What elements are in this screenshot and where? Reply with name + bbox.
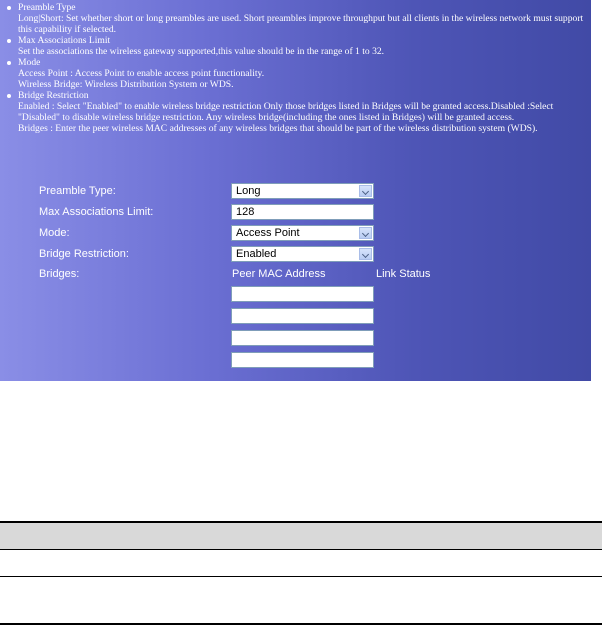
help-desc: Long|Short: Set whether short or long preambles are used. Short preambles improve throughput but all clients in the wireless network must support this capability if selected.	[18, 13, 584, 35]
table-bottom-rule	[0, 623, 602, 625]
help-desc: Bridges : Enter the peer wireless MAC addresses of any wireless bridges that should be part of the wireless distribution system (WDS).	[18, 123, 538, 134]
bridge-restriction-select[interactable]	[231, 246, 374, 262]
link-status-header: Link Status	[376, 268, 431, 280]
help-desc: Wireless Bridge: Wireless Distribution System or WDS.	[18, 79, 234, 90]
mode-value: Access Point	[236, 227, 300, 239]
preamble-type-value: Long	[236, 185, 261, 197]
help-title: Bridge Restriction	[18, 90, 89, 101]
peer-mac-input-2[interactable]	[231, 308, 374, 324]
peer-mac-input-3[interactable]	[231, 330, 374, 346]
preamble-type-label: Preamble Type:	[39, 185, 116, 197]
help-desc: Set the associations the wireless gateway supported,this value should be in the range of 1 to 32.	[18, 46, 385, 57]
mode-select[interactable]	[231, 225, 374, 241]
help-desc: Access Point : Access Point to enable access point functionality.	[18, 68, 265, 79]
max-associations-label: Max Associations Limit:	[39, 206, 154, 218]
table-row	[0, 550, 602, 576]
help-title: Max Associations Limit	[18, 35, 111, 46]
peer-mac-address-header: Peer MAC Address	[232, 268, 326, 280]
peer-mac-input-1[interactable]	[231, 286, 374, 302]
max-associations-input[interactable]	[231, 204, 374, 220]
chevron-down-icon[interactable]	[359, 185, 372, 197]
bridge-restriction-label: Bridge Restriction:	[39, 248, 129, 260]
max-associations-value: 128	[236, 206, 255, 218]
chevron-down-icon[interactable]	[359, 248, 372, 260]
chevron-down-icon[interactable]	[359, 227, 372, 239]
peer-mac-input-4[interactable]	[231, 352, 374, 368]
help-desc: Enabled : Select "Enabled" to enable wireless bridge restriction Only those bridges listed in Bridges will be granted access.Disabled :Select "Disabled" to disable wireless bridge restriction. Any wireless bridge(including the ones listed in Bridges) will be granted access.	[18, 101, 554, 123]
mode-label: Mode:	[39, 227, 70, 239]
bridge-restriction-value: Enabled	[236, 248, 277, 260]
preamble-type-select[interactable]	[231, 183, 374, 199]
help-title: Preamble Type	[18, 2, 76, 13]
help-title: Mode	[18, 57, 41, 68]
table-header-row	[0, 523, 602, 549]
table-row	[0, 577, 602, 623]
bridges-label: Bridges:	[39, 268, 80, 280]
